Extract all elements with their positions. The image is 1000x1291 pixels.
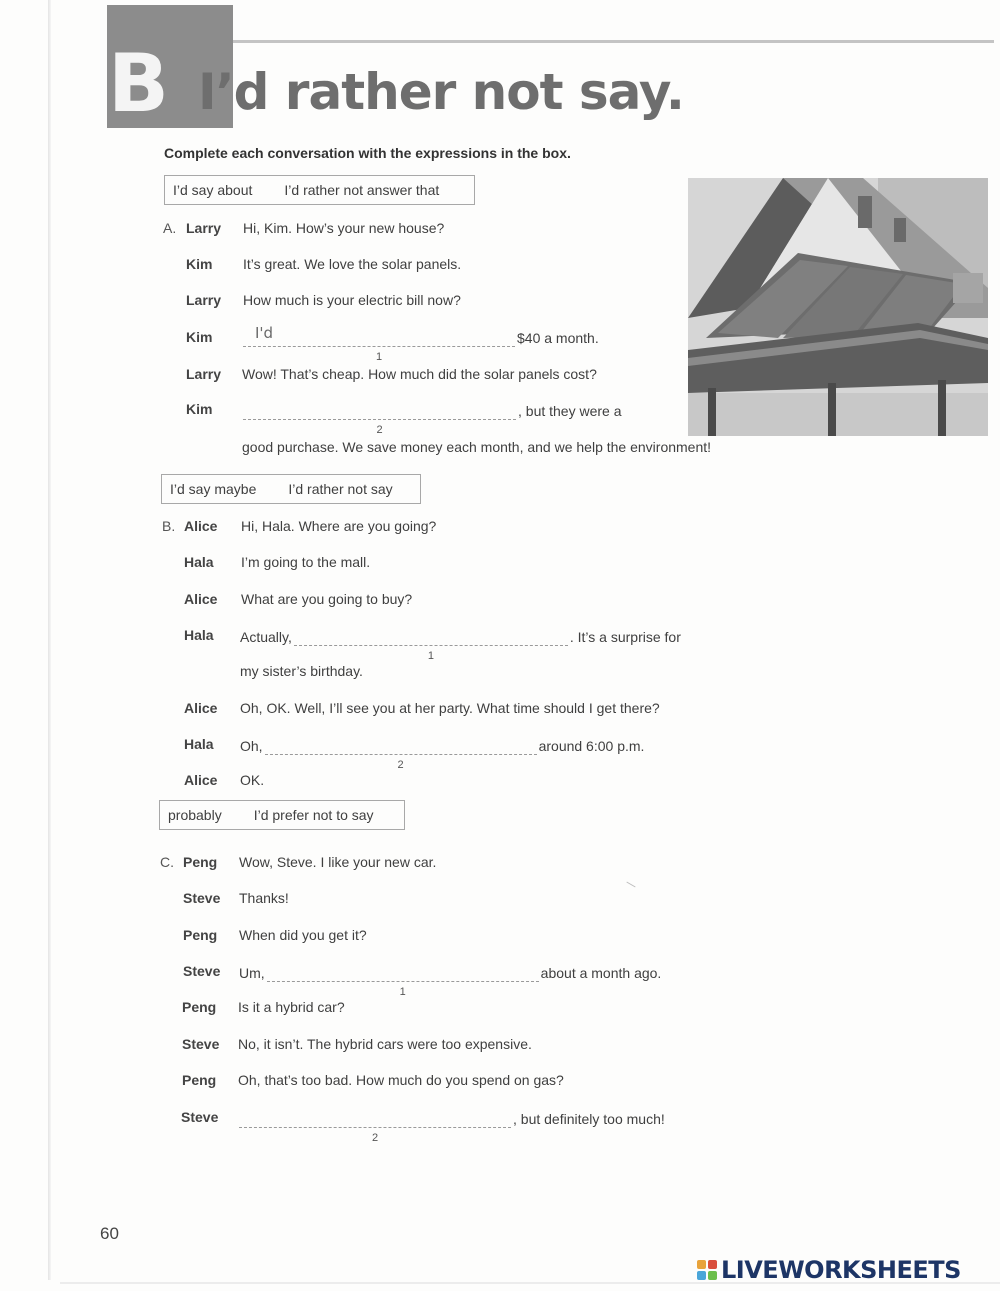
dialogue-line: It’s great. We love the solar panels.: [243, 256, 462, 272]
dialogue-line: Thanks!: [239, 890, 289, 906]
speaker-name: Peng: [182, 1072, 217, 1088]
after-blank-text: , but definitely too much!: [513, 1111, 665, 1127]
dialogue-line: Oh, OK. Well, I’ll see you at her party. What time should I get there?: [240, 700, 660, 716]
speaker-name: Hala: [184, 627, 214, 643]
speaker-name: Kim: [186, 329, 213, 345]
dialogue-line: OK.: [240, 772, 265, 788]
liveworksheets-wordmark: LIVEWORKSHEETS: [721, 1256, 961, 1284]
speaker-name: Alice: [184, 591, 218, 607]
dialogue-line: No, it isn’t. The hybrid cars were too expensive.: [238, 1036, 532, 1052]
logo-square: [708, 1271, 717, 1280]
dialogue-line: Hi, Hala. Where are you going?: [241, 518, 437, 534]
dialogue-line: I’m going to the mall.: [241, 554, 371, 570]
speaker-name: Larry: [186, 366, 222, 382]
speaker-name: Peng: [183, 927, 218, 943]
speaker-name: Larry: [186, 292, 222, 308]
dialogue-line: [237, 1109, 665, 1144]
speaker-name: Steve: [182, 1036, 220, 1052]
after-blank-text: , but they were a: [518, 403, 622, 419]
conversation-letter: A.: [163, 220, 177, 236]
speaker-name: Larry: [186, 220, 222, 236]
answer-blank[interactable]: [265, 736, 537, 771]
speaker-name: Peng: [182, 999, 217, 1015]
before-blank-text: Actually,: [240, 629, 292, 645]
conversation-letter: C.: [160, 854, 174, 870]
answer-text: I'd: [255, 324, 274, 342]
speaker-name: Alice: [184, 772, 218, 788]
blank-number: 1: [427, 650, 434, 662]
answer-blank[interactable]: [294, 627, 568, 662]
after-blank-text: . It’s a surprise for: [569, 629, 681, 645]
after-blank-text: $40 a month.: [517, 330, 599, 346]
logo-square: [697, 1271, 706, 1280]
dialogue-line: Wow! That’s cheap. How much did the solar panels cost?: [242, 366, 597, 382]
speaker-name: Alice: [184, 518, 218, 534]
dialogue-line: Is it a hybrid car?: [238, 999, 345, 1015]
speaker-name: Peng: [183, 854, 218, 870]
word-box-c: [159, 800, 405, 830]
word-box-item: I’d say maybe: [170, 481, 257, 497]
liveworksheets-logo-icon: [697, 1260, 717, 1280]
word-box-b: [161, 474, 421, 504]
dialogue-line: [241, 324, 599, 363]
speaker-name: Kim: [186, 256, 213, 272]
word-box-item: I’d rather not answer that: [284, 182, 440, 198]
liveworksheets-logo: [697, 1256, 961, 1284]
instruction-text: Complete each conversation with the expressions in the box.: [164, 145, 571, 161]
dialogue-line: [239, 963, 662, 998]
logo-square: [697, 1260, 706, 1269]
section-letter: B: [108, 37, 167, 130]
word-box-item: I’d say about: [173, 182, 253, 198]
dialogue-line: [240, 627, 681, 662]
after-blank-text: around 6:00 p.m.: [538, 738, 645, 754]
logo-square: [708, 1260, 717, 1269]
header-rule: [232, 40, 994, 43]
page-number: 60: [100, 1224, 119, 1243]
solar-house-image: [688, 178, 988, 436]
word-box-item: I’d rather not say: [288, 481, 393, 497]
scan-speck: [626, 882, 635, 888]
after-blank-text: about a month ago.: [540, 965, 662, 981]
answer-blank[interactable]: [243, 324, 515, 363]
blank-number: 1: [375, 351, 383, 363]
blank-number: 1: [399, 986, 406, 998]
dialogue-line: How much is your electric bill now?: [243, 292, 461, 308]
solar-house-photo: [688, 178, 988, 436]
word-box-item: I’d prefer not to say: [253, 807, 374, 823]
speaker-name: Steve: [183, 890, 221, 906]
dialogue-line: When did you get it?: [239, 927, 367, 943]
blank-number: 2: [397, 759, 404, 771]
blank-number: 2: [371, 1132, 379, 1144]
speaker-name: Steve: [181, 1109, 219, 1125]
answer-blank[interactable]: [239, 1109, 511, 1144]
dialogue-line: Hi, Kim. How’s your new house?: [243, 220, 445, 236]
before-blank-text: Oh,: [240, 738, 263, 754]
page-title: I’d rather not say.: [198, 63, 684, 121]
speaker-name: Alice: [184, 700, 218, 716]
scan-edge: [48, 0, 51, 1280]
answer-blank[interactable]: [267, 963, 539, 998]
speaker-name: Hala: [184, 736, 214, 752]
speaker-name: Kim: [186, 401, 213, 417]
conversation-letter: B.: [162, 518, 176, 534]
dialogue-line: [241, 401, 622, 436]
answer-blank[interactable]: [243, 401, 516, 436]
dialogue-line: Oh, that’s too bad. How much do you spend on gas?: [238, 1072, 564, 1088]
dialogue-continuation: good purchase. We save money each month, and we help the environment!: [242, 439, 712, 455]
speaker-name: Hala: [184, 554, 214, 570]
blank-number: 2: [376, 424, 383, 436]
dialogue-line: Wow, Steve. I like your new car.: [239, 854, 437, 870]
word-box-item: probably: [168, 807, 222, 823]
dialogue-line: [240, 736, 645, 771]
dialogue-line: What are you going to buy?: [241, 591, 413, 607]
dialogue-continuation: my sister’s birthday.: [240, 663, 363, 679]
word-box-a: [164, 175, 475, 205]
before-blank-text: Um,: [239, 965, 265, 981]
speaker-name: Steve: [183, 963, 221, 979]
